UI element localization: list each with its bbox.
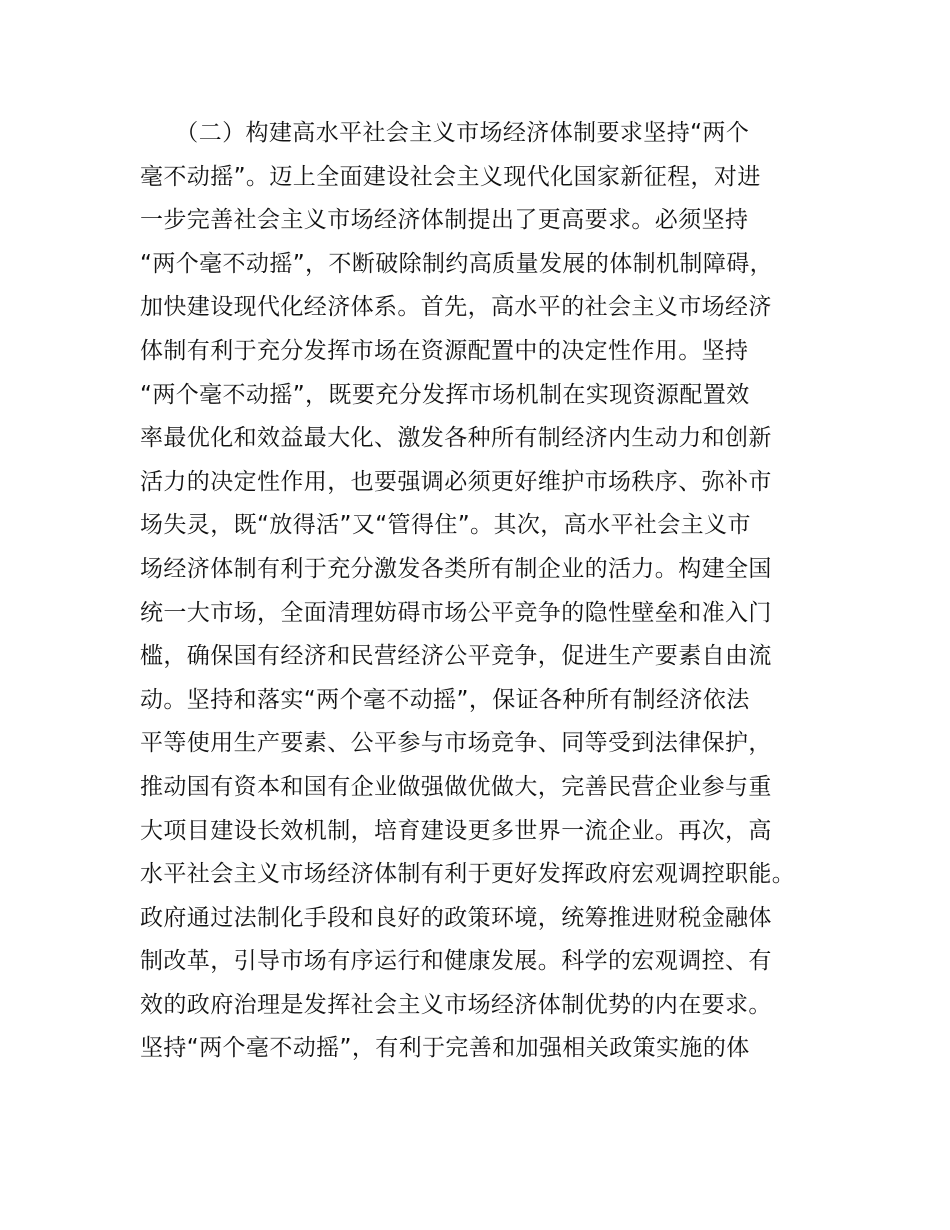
text-line: 政府通过法制化手段和良好的政策环境，统筹推进财税金融体 [140,904,772,931]
text-line: 平等使用生产要素、公平参与市场竞争、同等受到法律保护， [140,730,772,757]
text-line: 率最优化和效益最大化、激发各种所有制经济内生动力和创新 [140,425,772,452]
text-line: 制改革，引导市场有序运行和健康发展。科学的宏观调控、有 [140,948,772,975]
text-line: “两个毫不动摇”，既要充分发挥市场机制在实现资源配置效 [140,381,750,408]
text-line: （二）构建高水平社会主义市场经济体制要求坚持“两个 [140,120,750,146]
text-line: 一步完善社会主义市场经济体制提出了更高要求。必须坚持 [140,207,749,234]
text-line: 坚持“两个毫不动摇”，有利于完善和加强相关政策实施的体 [140,1035,750,1062]
text-line: 槛，确保国有经济和民营经济公平竞争，促进生产要素自由流 [140,643,772,670]
text-line: 毫不动摇”。迈上全面建设社会主义现代化国家新征程，对进 [140,163,761,190]
text-line: 效的政府治理是发挥社会主义市场经济体制优势的内在要求。 [140,991,772,1018]
body-paragraph [140,112,840,1071]
text-line: “两个毫不动摇”，不断破除制约高质量发展的体制机制障碍， [140,250,774,277]
text-line: 水平社会主义市场经济体制有利于更好发挥政府宏观调控职能。 [140,861,796,888]
text-line: 体制有利于充分发挥市场在资源配置中的决定性作用。坚持 [140,337,749,364]
text-line: 场失灵，既“放得活”又“管得住”。其次，高水平社会主义市 [140,512,751,539]
text-line: 场经济体制有利于充分激发各类所有制企业的活力。构建全国 [140,555,772,582]
text-line: 动。坚持和落实“两个毫不动摇”，保证各种所有制经济依法 [140,686,750,713]
text-line: 大项目建设长效机制，培育建设更多世界一流企业。再次，高 [140,817,772,844]
text-line: 加快建设现代化经济体系。首先，高水平的社会主义市场经济 [140,294,772,321]
text-line: 活力的决定性作用，也要强调必须更好维护市场秩序、弥补市 [140,468,772,495]
text-line: 推动国有资本和国有企业做强做优做大，完善民营企业参与重 [140,773,772,800]
text-line: 统一大市场，全面清理妨碍市场公平竞争的隐性壁垒和准入门 [140,599,772,626]
